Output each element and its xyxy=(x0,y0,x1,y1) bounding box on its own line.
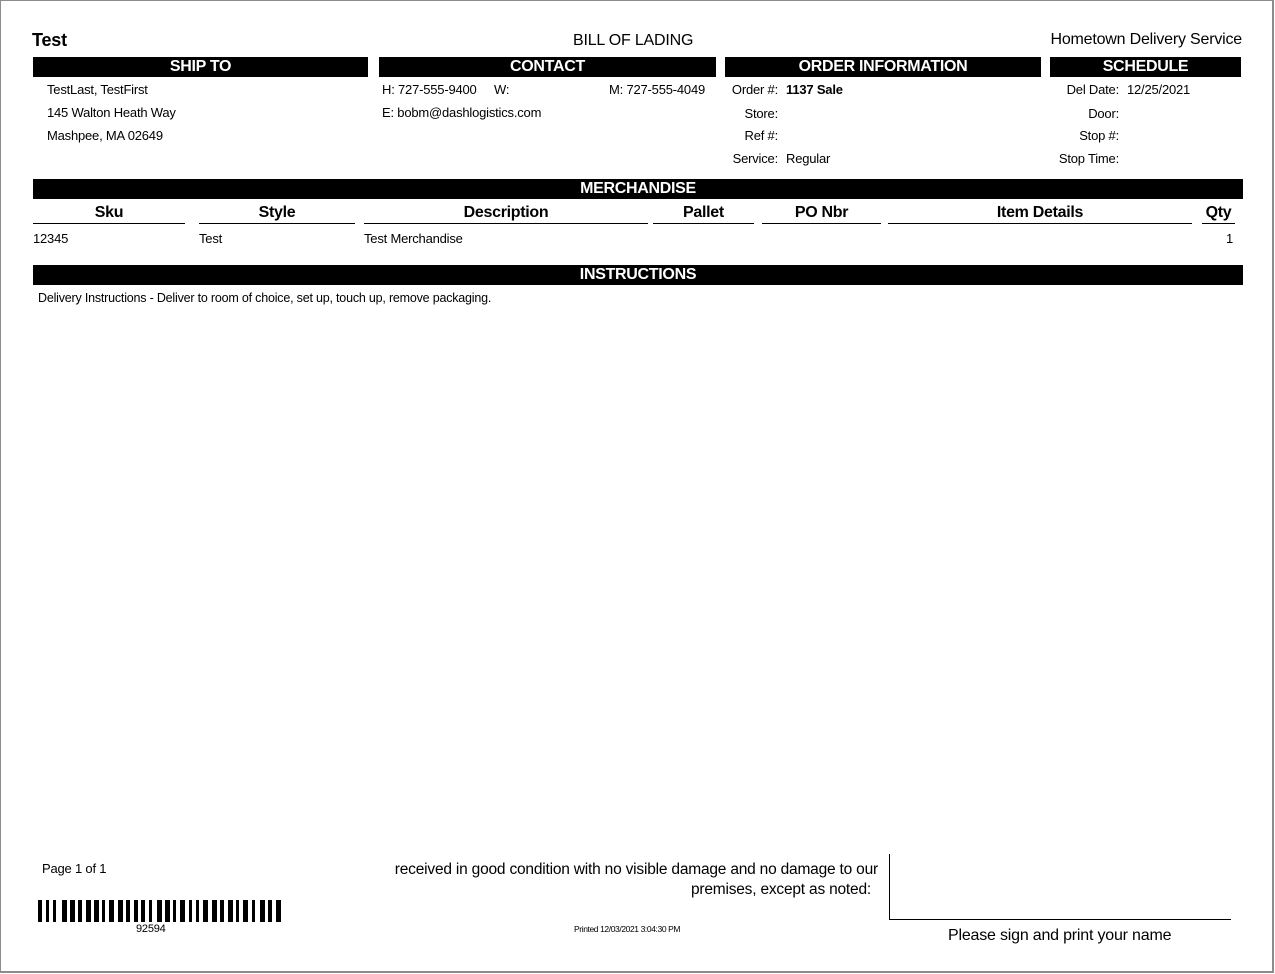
del-date-label: Del Date: xyxy=(1066,82,1119,97)
row-description: Test Merchandise xyxy=(364,231,463,246)
row-sku: 12345 xyxy=(33,231,69,246)
del-date-value: 12/25/2021 xyxy=(1127,82,1191,97)
contact-header: CONTACT xyxy=(379,57,716,77)
ref-label: Ref #: xyxy=(744,128,778,143)
instructions-header: INSTRUCTIONS xyxy=(33,265,1243,285)
contact-home-phone: H: 727-555-9400 xyxy=(382,82,477,97)
contact-work-phone: W: xyxy=(494,82,510,97)
ship-to-header: SHIP TO xyxy=(33,57,368,77)
order-number-value: 1137 Sale xyxy=(786,82,843,97)
stop-time-label: Stop Time: xyxy=(1058,151,1119,166)
contact-mobile-phone: M: 727-555-4049 xyxy=(609,82,706,97)
printed-timestamp: Printed 12/03/2021 3:04:30 PM xyxy=(574,924,681,934)
ship-to-name: TestLast, TestFirst xyxy=(47,82,148,97)
receipt-text-line-2: premises, except as noted: xyxy=(690,881,871,898)
page-number: Page 1 of 1 xyxy=(42,861,107,876)
barcode-number: 92594 xyxy=(136,923,166,935)
service-value: Regular xyxy=(786,151,831,166)
ship-to-city: Mashpee, MA 02649 xyxy=(47,128,163,143)
customer-name: Test xyxy=(32,30,67,50)
merchandise-header: MERCHANDISE xyxy=(33,179,1243,199)
receipt-text-line-1: received in good condition with no visible damage and no damage to our xyxy=(394,861,878,878)
col-item-details: Item Details xyxy=(888,203,1192,224)
order-info-header: ORDER INFORMATION xyxy=(725,57,1041,77)
col-style: Style xyxy=(199,203,355,224)
col-qty: Qty xyxy=(1202,203,1235,224)
document-title: BILL OF LADING xyxy=(573,32,694,49)
company-name: Hometown Delivery Service xyxy=(1050,31,1242,48)
ship-to-address: 145 Walton Heath Way xyxy=(47,105,176,120)
schedule-header: SCHEDULE xyxy=(1050,57,1241,77)
col-sku: Sku xyxy=(33,203,185,224)
instructions-text: Delivery Instructions - Deliver to room of choice, set up, touch up, remove packaging. xyxy=(38,291,492,305)
order-number-label: Order #: xyxy=(731,82,778,97)
row-style: Test xyxy=(199,231,223,246)
contact-email: E: bobm@dashlogistics.com xyxy=(382,105,542,120)
col-pallet: Pallet xyxy=(653,203,754,224)
row-qty: 1 xyxy=(1225,231,1233,246)
signature-label: Please sign and print your name xyxy=(948,927,1172,944)
stop-number-label: Stop #: xyxy=(1079,128,1119,143)
store-label: Store: xyxy=(744,106,778,121)
service-label: Service: xyxy=(732,151,778,166)
col-description: Description xyxy=(364,203,648,224)
col-po-nbr: PO Nbr xyxy=(762,203,881,224)
signature-box[interactable] xyxy=(889,854,1231,920)
door-label: Door: xyxy=(1088,106,1119,121)
